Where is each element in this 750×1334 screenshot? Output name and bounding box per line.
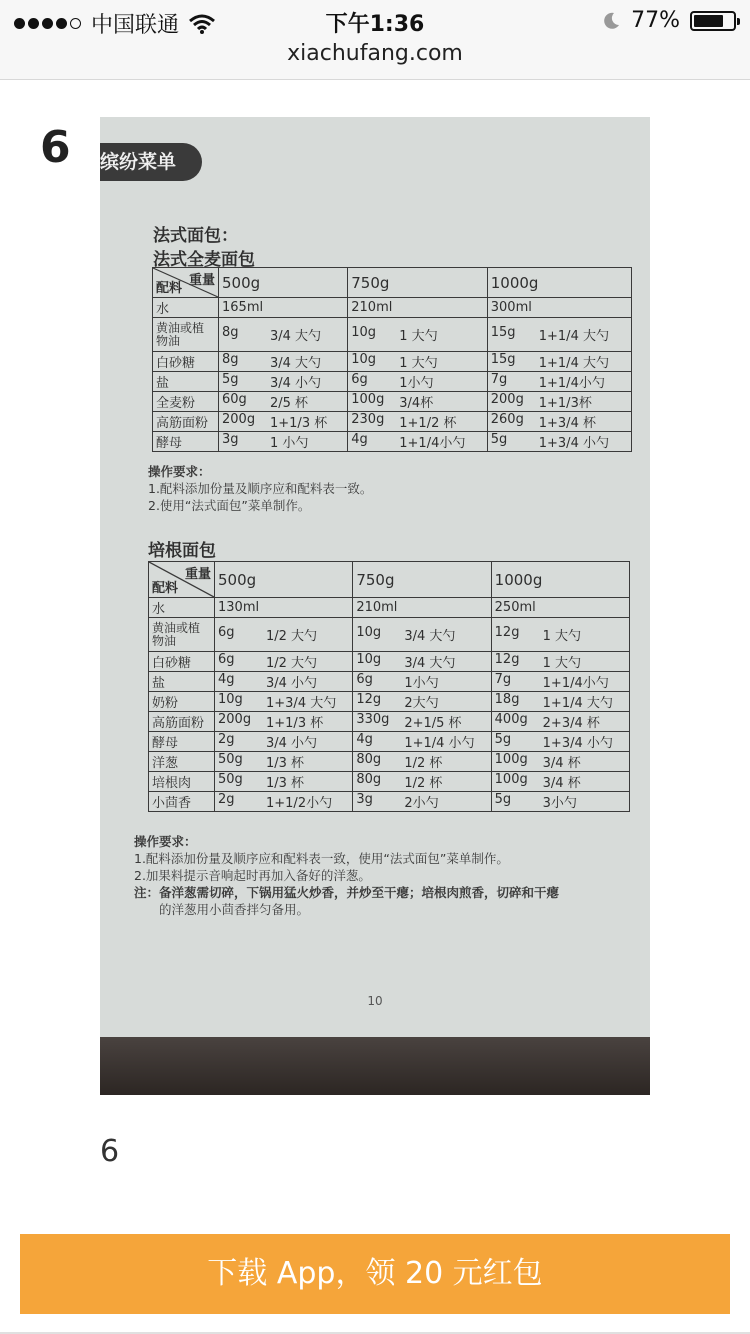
recipe-page: [100, 117, 650, 1037]
amount-measure: 1 小勺: [270, 436, 309, 451]
amount-measure: 1+1/2小勺: [266, 796, 333, 811]
clock: 下午1:36: [325, 12, 425, 37]
amount-measure: 1/2 大勺: [266, 629, 318, 644]
amount-weight: 100g: [494, 752, 528, 767]
amount-measure: 1小勺: [404, 676, 439, 691]
ingredient-name: 盐: [153, 372, 219, 392]
amount-measure: 2/5 杯: [270, 396, 309, 411]
ingredient-name: 酵母: [149, 732, 215, 752]
amount-cell: [215, 772, 353, 792]
amount-cell: [353, 598, 491, 618]
amount-weight: 60g: [222, 392, 247, 407]
amount-cell: [219, 318, 348, 352]
address-bar[interactable]: [0, 40, 750, 80]
amount-weight: 50g: [218, 772, 243, 787]
note-line: 注：备洋葱需切碎，下锅用猛火炒香，并炒至干瘪；培根肉煎香，切碎和干瘪: [134, 885, 560, 900]
amount-cell: [219, 352, 348, 372]
amount-cell: [219, 298, 348, 318]
corner-ingredient-label: 配料: [156, 281, 183, 296]
corner-ingredient-label: 配料: [152, 581, 179, 596]
amount-measure: 1/2 杯: [404, 776, 443, 791]
amount-weight: 200g: [490, 392, 524, 407]
amount-weight: 210ml: [351, 300, 393, 315]
amount-cell: [487, 412, 631, 432]
amount-measure: 3小勺: [542, 796, 577, 811]
amount-weight: 200g: [218, 712, 252, 727]
amount-weight: 6g: [351, 372, 368, 387]
amount-weight: 10g: [218, 692, 243, 707]
amount-cell: [219, 412, 348, 432]
url-text[interactable]: xiachufang.com: [287, 41, 463, 66]
table-row: [149, 618, 630, 652]
amount-weight: 210ml: [356, 600, 398, 615]
amount-measure: 2+1/5 杯: [404, 716, 462, 731]
amount-measure: 1+1/4 大勺: [538, 356, 609, 371]
amount-weight: 6g: [218, 625, 235, 640]
amount-weight: 15g: [490, 325, 516, 340]
amount-cell: [219, 432, 348, 452]
amount-cell: [353, 752, 491, 772]
amount-weight: 260g: [490, 412, 524, 427]
amount-cell: [353, 712, 491, 732]
amount-cell: [348, 298, 487, 318]
menu-section-tag: 缤纷菜单: [100, 143, 202, 181]
amount-measure: 1+1/3 杯: [270, 416, 328, 431]
note-line: 1.配料添加份量及顺序应和配料表一致，使用“法式面包”菜单制作。: [134, 851, 509, 866]
amount-measure: 3/4 杯: [542, 776, 581, 791]
ingredient-name: 培根肉: [149, 772, 215, 792]
amount-weight: 8g: [222, 325, 239, 340]
amount-weight: 10g: [351, 352, 377, 367]
amount-weight: 4g: [218, 672, 235, 687]
table-row: [149, 672, 630, 692]
amount-measure: 2+3/4 杯: [542, 716, 600, 731]
amount-cell: [215, 618, 353, 652]
column-header: 500g: [215, 562, 353, 598]
note-line: 2.使用“法式面包”菜单制作。: [148, 498, 311, 513]
amount-measure: 1+1/3杯: [538, 396, 592, 411]
amount-cell: [219, 392, 348, 412]
amount-cell: [491, 652, 629, 672]
status-bar: [0, 0, 750, 40]
amount-weight: 80g: [356, 772, 382, 787]
amount-cell: [219, 372, 348, 392]
column-header: 1000g: [487, 268, 631, 298]
amount-cell: [353, 772, 491, 792]
amount-cell: [348, 372, 487, 392]
amount-measure: 1+1/4小勺: [399, 436, 466, 451]
ingredient-name: 白砂糖: [153, 352, 219, 372]
amount-cell: [215, 712, 353, 732]
ingredient-name: 奶粉: [149, 692, 215, 712]
ingredient-name: 全麦粉: [153, 392, 219, 412]
amount-cell: [491, 712, 629, 732]
amount-measure: 3/4 小勺: [270, 376, 322, 391]
amount-measure: 1 大勺: [542, 629, 582, 644]
amount-measure: 3/4 大勺: [404, 629, 456, 644]
amount-measure: 1/2 大勺: [266, 656, 318, 671]
ingredient-name: 水: [149, 598, 215, 618]
download-app-button[interactable]: 下载 App，领 20 元红包: [20, 1234, 730, 1314]
note-line: 的洋葱用小茴香拌匀备用。: [134, 902, 310, 917]
step-caption: 6: [100, 1134, 120, 1169]
amount-cell: [353, 792, 491, 812]
ingredient-name: 白砂糖: [149, 652, 215, 672]
amount-measure: 1+1/4小勺: [538, 376, 605, 391]
amount-weight: 12g: [356, 692, 382, 707]
amount-weight: 12g: [494, 625, 520, 640]
recipe-table-2: [148, 561, 630, 812]
ingredient-name: 高筋面粉: [149, 712, 215, 732]
table-row: [153, 392, 632, 412]
amount-measure: 1 大勺: [542, 656, 582, 671]
amount-measure: 1/2 杯: [404, 756, 443, 771]
table-row: [149, 598, 630, 618]
amount-weight: 15g: [490, 352, 516, 367]
table-row: [153, 298, 632, 318]
ingredient-name: 酵母: [153, 432, 219, 452]
amount-cell: [487, 298, 631, 318]
amount-weight: 8g: [222, 352, 239, 367]
amount-weight: 50g: [218, 752, 243, 767]
notes-title: 操作要求：: [148, 464, 211, 479]
amount-weight: 4g: [351, 432, 368, 447]
table-row: [153, 372, 632, 392]
amount-measure: 1+1/4 大勺: [542, 696, 613, 711]
ingredient-name: 黄油或植物油: [153, 318, 219, 352]
column-header: 1000g: [491, 562, 629, 598]
battery-level-fill: [694, 15, 723, 27]
amount-cell: [487, 352, 631, 372]
amount-measure: 3/4杯: [399, 396, 434, 411]
amount-cell: [348, 412, 487, 432]
amount-measure: 1+1/3 杯: [266, 716, 324, 731]
amount-measure: 1+3/4 小勺: [542, 736, 613, 751]
amount-cell: [491, 692, 629, 712]
table-row: [153, 318, 632, 352]
ingredient-name: 洋葱: [149, 752, 215, 772]
amount-weight: 165ml: [222, 300, 264, 315]
ingredient-name: 盐: [149, 672, 215, 692]
ingredient-name: 高筋面粉: [153, 412, 219, 432]
amount-weight: 400g: [494, 712, 528, 727]
amount-measure: 1小勺: [399, 376, 434, 391]
amount-cell: [215, 752, 353, 772]
amount-cell: [487, 432, 631, 452]
amount-cell: [491, 672, 629, 692]
amount-weight: 10g: [351, 325, 377, 340]
corner-weight-label: 重量: [184, 567, 211, 582]
do-not-disturb-moon-icon: [601, 11, 621, 31]
step-photo[interactable]: [100, 117, 650, 1095]
step-number: 6: [40, 122, 71, 173]
amount-weight: 100g: [494, 772, 528, 787]
amount-cell: [491, 732, 629, 752]
amount-measure: 3/4 大勺: [270, 356, 322, 371]
amount-weight: 6g: [218, 652, 235, 667]
amount-cell: [487, 318, 631, 352]
recipe-title-1: 法式全麦面包: [153, 250, 255, 270]
table-row: [153, 432, 632, 452]
amount-weight: 80g: [356, 752, 382, 767]
amount-cell: [491, 598, 629, 618]
ingredient-name: 黄油或植物油: [149, 618, 215, 652]
ingredient-name: 小茴香: [149, 792, 215, 812]
recipe-title-2: 培根面包: [148, 541, 216, 561]
amount-weight: 6g: [356, 672, 373, 687]
amount-weight: 3g: [356, 792, 373, 807]
amount-measure: 1/3 杯: [266, 776, 305, 791]
amount-cell: [487, 372, 631, 392]
recipe-table-1: [152, 267, 632, 452]
table-row: [149, 712, 630, 732]
amount-weight: 2g: [218, 792, 235, 807]
table-row: [153, 412, 632, 432]
amount-measure: 1+3/4 大勺: [266, 696, 337, 711]
amount-cell: [215, 732, 353, 752]
ingredient-name: 水: [153, 298, 219, 318]
amount-weight: 5g: [494, 792, 512, 807]
page-number: 10: [367, 994, 383, 1008]
battery-percent: 77%: [631, 8, 680, 33]
amount-cell: [215, 672, 353, 692]
amount-weight: 130ml: [218, 600, 260, 615]
amount-cell: [491, 618, 629, 652]
table-row: [149, 772, 630, 792]
amount-measure: 1+1/4 小勺: [404, 736, 475, 751]
amount-cell: [491, 772, 629, 792]
amount-cell: [215, 652, 353, 672]
column-header: 500g: [219, 268, 348, 298]
amount-measure: 3/4 小勺: [266, 736, 318, 751]
amount-weight: 250ml: [494, 600, 536, 615]
table-corner-cell: [153, 268, 219, 298]
amount-measure: 1/3 杯: [266, 756, 305, 771]
note-line: 1.配料添加份量及顺序应和配料表一致。: [148, 481, 373, 496]
amount-measure: 1+1/4小勺: [542, 676, 609, 691]
amount-cell: [215, 598, 353, 618]
amount-cell: [487, 392, 631, 412]
amount-weight: 5g: [494, 732, 512, 747]
amount-cell: [353, 618, 491, 652]
amount-weight: 330g: [356, 712, 390, 727]
table-row: [149, 692, 630, 712]
amount-measure: 1+3/4 杯: [538, 416, 596, 431]
table-row: [149, 732, 630, 752]
corner-weight-label: 重量: [188, 273, 215, 288]
amount-weight: 10g: [356, 652, 382, 667]
table-row: [149, 792, 630, 812]
amount-measure: 3/4 杯: [542, 756, 581, 771]
column-header: 750g: [348, 268, 487, 298]
page-heading: 法式面包：: [153, 226, 238, 246]
notes-title: 操作要求：: [134, 834, 197, 849]
amount-cell: [348, 432, 487, 452]
amount-measure: 2小勺: [404, 796, 439, 811]
amount-weight: 5g: [490, 432, 508, 447]
amount-weight: 10g: [356, 625, 382, 640]
table-row: [153, 352, 632, 372]
amount-cell: [353, 672, 491, 692]
recipe-notes-1: [148, 463, 372, 514]
amount-cell: [348, 392, 487, 412]
amount-measure: 3/4 小勺: [266, 676, 318, 691]
amount-measure: 2大勺: [404, 696, 439, 711]
amount-cell: [491, 792, 629, 812]
amount-measure: 3/4 大勺: [270, 329, 322, 344]
amount-weight: 230g: [351, 412, 385, 427]
carrier-name: 中国联通: [91, 13, 180, 38]
amount-weight: 3g: [222, 432, 239, 447]
amount-weight: 5g: [222, 372, 239, 387]
amount-measure: 1+1/4 大勺: [538, 329, 609, 344]
amount-weight: 100g: [351, 392, 385, 407]
table-row: [149, 652, 630, 672]
note-line: 2.加果料提示音响起时再加入备好的洋葱。: [134, 868, 371, 883]
amount-measure: 3/4 大勺: [404, 656, 456, 671]
amount-weight: 7g: [490, 372, 508, 387]
amount-weight: 200g: [222, 412, 256, 427]
amount-cell: [353, 732, 491, 752]
battery-icon: [690, 11, 736, 31]
amount-weight: 12g: [494, 652, 520, 667]
amount-weight: 2g: [218, 732, 235, 747]
amount-cell: [348, 352, 487, 372]
amount-weight: 300ml: [490, 300, 532, 315]
amount-cell: [215, 692, 353, 712]
amount-measure: 1 大勺: [399, 356, 438, 371]
amount-weight: 7g: [494, 672, 512, 687]
amount-cell: [491, 752, 629, 772]
amount-weight: 18g: [494, 692, 520, 707]
amount-measure: 1+1/2 杯: [399, 416, 457, 431]
column-header: 750g: [353, 562, 491, 598]
amount-measure: 1 大勺: [399, 329, 438, 344]
amount-weight: 4g: [356, 732, 373, 747]
amount-measure: 1+3/4 小勺: [538, 436, 609, 451]
status-right: [601, 8, 736, 33]
amount-cell: [353, 652, 491, 672]
table-row: [149, 752, 630, 772]
amount-cell: [353, 692, 491, 712]
amount-cell: [348, 318, 487, 352]
table-corner-cell: [149, 562, 215, 598]
amount-cell: [215, 792, 353, 812]
recipe-notes-2: [134, 833, 559, 918]
